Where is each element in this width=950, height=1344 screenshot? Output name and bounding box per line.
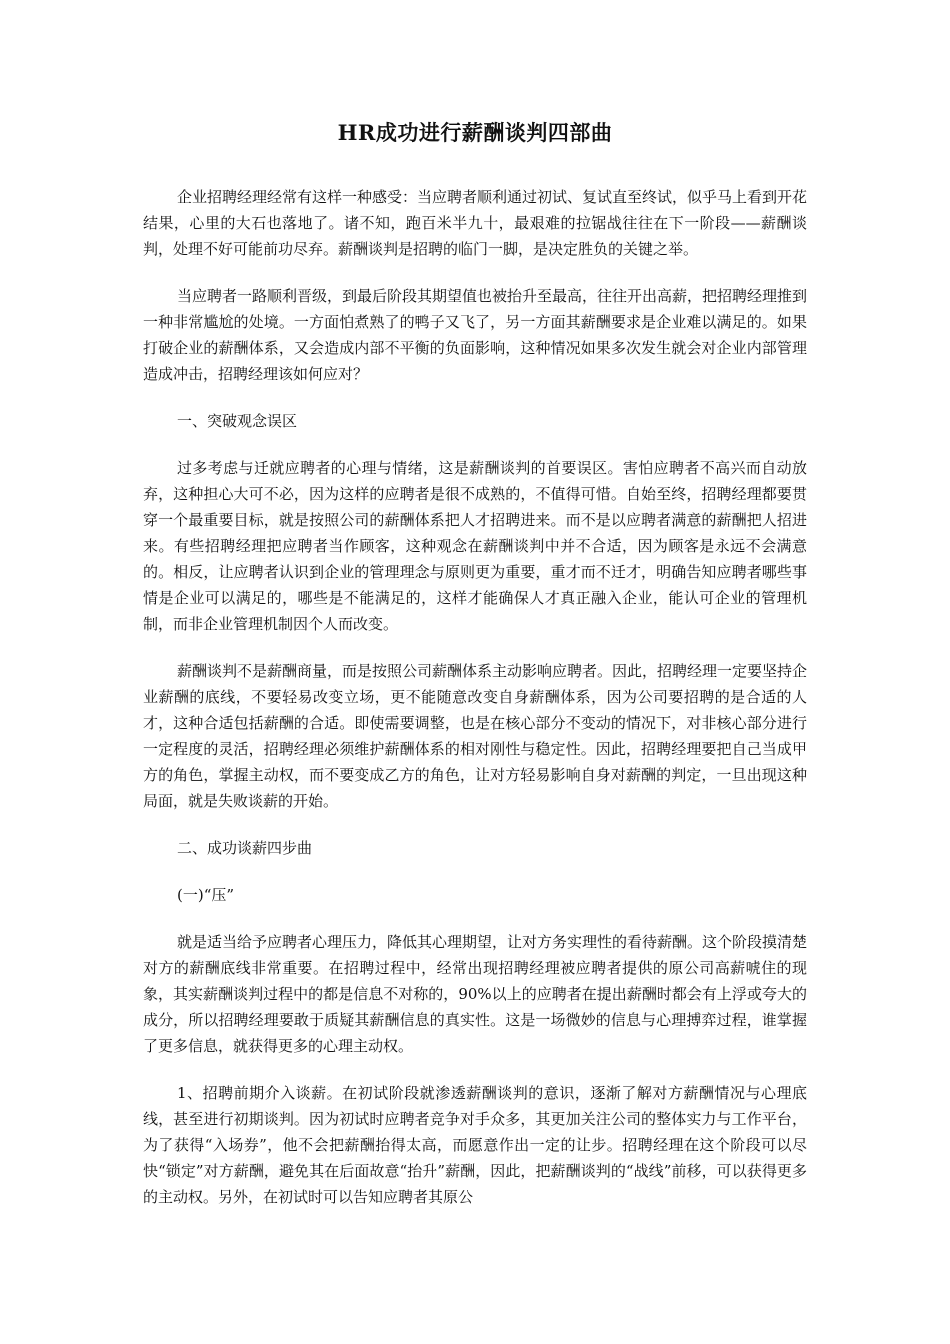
section-heading: (一)“压” <box>177 886 235 904</box>
paragraph: 企业招聘经理经常有这样一种感受：当应聘者顺利通过初试、复试直至终试，似乎马上看到开花结果，心里的大石也落地了。诸不知，跑百米半九十，最艰难的拉锯战往往在下一阶段——薪酬谈判，处理不好可能前功尽弃。薪酬谈判是招聘的临门一脚，是决定胜负的关键之举。 <box>143 188 808 258</box>
paragraph: 1、招聘前期介入谈薪。在初试阶段就渗透薪酬谈判的意识，逐渐了解对方薪酬情况与心理底线，甚至进行初期谈判。因为初试时应聘者竞争对手众多，其更加关注公司的整体实力与工作平台，为了获得“入场券”，他不会把薪酬抬得太高，而愿意作出一定的让步。招聘经理在这个阶段可以尽快“锁定”对方薪酬，避免其在后面故意“抬升”薪酬，因此，把薪酬谈判的“战线”前移，可以获得更多的主动权。另外，在初试时可以告知应聘者其原公 <box>143 1084 807 1206</box>
paragraph: 薪酬谈判不是薪酬商量，而是按照公司薪酬体系主动影响应聘者。因此，招聘经理一定要坚持企业薪酬的底线，不要轻易改变立场，更不能随意改变自身薪酬体系，因为公司要招聘的是合适的人才，这种合适包括薪酬的合适。即使需要调整，也是在核心部分不变动的情况下，对非核心部分进行一定程度的灵活，招聘经理必须维护薪酬体系的相对刚性与稳定性。因此，招聘经理要把自己当成甲方的角色，掌握主动权，而不要变成乙方的角色，让对方轻易影响自身对薪酬的判定，一旦出现这种局面，就是失败谈薪的开始。 <box>143 662 808 810</box>
paragraph: 当应聘者一路顺利晋级，到最后阶段其期望值也被抬升至最高，往往开出高薪，把招聘经理推到一种非常尴尬的处境。一方面怕煮熟了的鸭子又飞了，另一方面其薪酬要求是企业难以满足的。如果打破企业的薪酬体系，又会造成内部不平衡的负面影响，这种情况如果多次发生就会对企业内部管理造成冲击，招聘经理该如何应对？ <box>143 287 808 383</box>
section-heading: 一、突破观念误区 <box>177 412 298 430</box>
document-page <box>143 118 807 1231</box>
document-body <box>143 184 807 1210</box>
paragraph: 就是适当给予应聘者心理压力，降低其心理期望，让对方务实理性的看待薪酬。这个阶段摸清楚对方的薪酬底线非常重要。在招聘过程中，经常出现招聘经理被应聘者提供的原公司高薪唬住的现象，其实薪酬谈判过程中的都是信息不对称的，90%以上的应聘者在提出薪酬时都会有上浮或夸大的成分，所以招聘经理要敢于质疑其薪酬信息的真实性。这是一场微妙的信息与心理搏弈过程，谁掌握了更多信息，就获得更多的心理主动权。 <box>143 933 808 1055</box>
document-title: HR成功进行薪酬谈判四部曲 <box>337 120 613 145</box>
paragraph: 过多考虑与迁就应聘者的心理与情绪，这是薪酬谈判的首要误区。害怕应聘者不高兴而自动放弃，这种担心大可不必，因为这样的应聘者是很不成熟的，不值得可惜。自始至终，招聘经理都要贯穿一个最重要目标，就是按照公司的薪酬体系把人才招聘进来。而不是以应聘者满意的薪酬把人招进来。有些招聘经理把应聘者当作顾客，这种观念在薪酬谈判中并不合适，因为顾客是永远不会满意的。相反，让应聘者认识到企业的管理理念与原则更为重要，重才而不迁才，明确告知应聘者哪些事情是企业可以满足的，哪些是不能满足的，这样才能确保人才真正融入企业，能认可企业的管理机制，而非企业管理机制因个人而改变。 <box>143 459 807 633</box>
section-heading: 二、成功谈薪四步曲 <box>177 839 313 857</box>
